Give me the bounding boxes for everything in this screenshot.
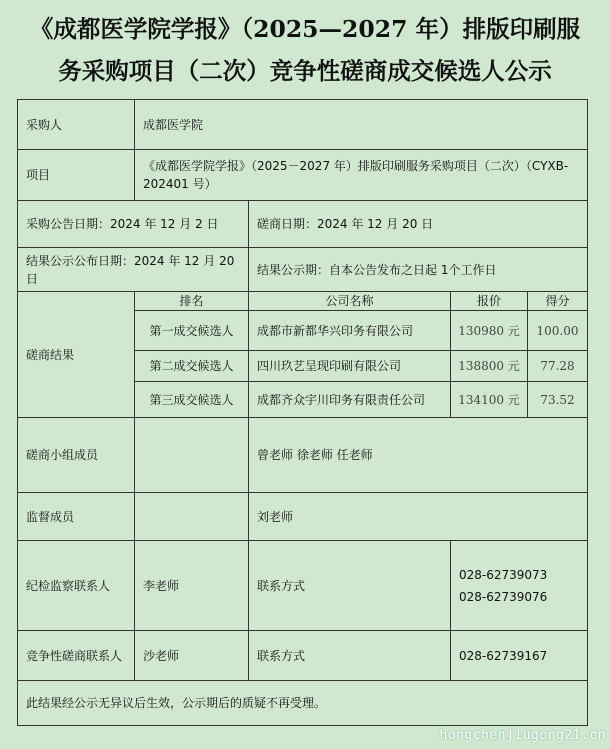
- project-row: [18, 150, 588, 201]
- supervisor-label: 监督成员: [18, 493, 135, 541]
- discipline-phones: [451, 541, 588, 631]
- score-cell: 73.52: [528, 382, 588, 418]
- price-cell: 138800 元: [451, 351, 528, 382]
- supervisor-row: [18, 493, 588, 541]
- announce-date: 采购公告日期：2024 年 12 月 2 日: [18, 201, 249, 248]
- page-title: [0, 8, 610, 92]
- consult-contact-row: [18, 631, 588, 681]
- result-period: 结果公示期：自本公告发布之日起 1个工作日: [249, 248, 588, 292]
- discipline-phone-2: 028-62739076: [459, 589, 548, 604]
- rank-cell: 第一成交候选人: [135, 311, 249, 351]
- supervisor-value: 刘老师: [249, 493, 588, 541]
- project-label: 项目: [18, 150, 135, 201]
- result-table: [17, 99, 588, 726]
- purchaser-value: 成都医学院: [135, 100, 588, 150]
- watermark: hongchenjiugong21.cn: [439, 728, 606, 743]
- consult-phone: 028-62739167: [451, 631, 588, 681]
- consult-date: 磋商日期：2024 年 12 月 20 日: [249, 201, 588, 248]
- discipline-contact-label: 联系方式: [249, 541, 451, 631]
- discipline-person: 李老师: [135, 541, 249, 631]
- company-cell: 成都市新都华兴印务有限公司: [249, 311, 451, 351]
- result-publish-date: 结果公示公布日期：2024 年 12 月 20 日: [18, 248, 249, 292]
- company-cell: 成都齐众宇川印务有限责任公司: [249, 382, 451, 418]
- panel-value: 曾老师 徐老师 任老师: [249, 418, 588, 493]
- header-price: 报价: [451, 292, 528, 311]
- publish-row: [18, 248, 588, 292]
- panel-label: 磋商小组成员: [18, 418, 135, 493]
- header-company: 公司名称: [249, 292, 451, 311]
- results-header-row: [18, 292, 588, 311]
- purchaser-row: [18, 100, 588, 150]
- title-line-2: 务采购项目（二次）竞争性磋商成交候选人公示: [58, 57, 552, 85]
- consult-person: 沙老师: [135, 631, 249, 681]
- footer-note: 此结果经公示无异议后生效，公示期后的质疑不再受理。: [18, 681, 588, 726]
- company-cell: 四川玖艺呈现印刷有限公司: [249, 351, 451, 382]
- rank-cell: 第二成交候选人: [135, 351, 249, 382]
- footer-row: [18, 681, 588, 726]
- title-line-1: 《成都医学院学报》（2025—2027 年）排版印刷服: [29, 15, 581, 43]
- header-score: 得分: [528, 292, 588, 311]
- score-cell: 77.28: [528, 351, 588, 382]
- discipline-row: [18, 541, 588, 631]
- discipline-phone-1: 028-62739073: [459, 567, 548, 582]
- consult-contact-label: 竞争性磋商联系人: [18, 631, 135, 681]
- discipline-label: 纪检监察联系人: [18, 541, 135, 631]
- rank-cell: 第三成交候选人: [135, 382, 249, 418]
- header-rank: 排名: [135, 292, 249, 311]
- project-value: 《成都医学院学报》（2025－2027 年）排版印刷服务采购项目（二次）（CYXB-202401 号）: [135, 150, 588, 201]
- results-label: 磋商结果: [18, 292, 135, 418]
- score-cell: 100.00: [528, 311, 588, 351]
- panel-row: [18, 418, 588, 493]
- price-cell: 134100 元: [451, 382, 528, 418]
- price-cell: 130980 元: [451, 311, 528, 351]
- consult-contact-label-2: 联系方式: [249, 631, 451, 681]
- dates-row: [18, 201, 588, 248]
- purchaser-label: 采购人: [18, 100, 135, 150]
